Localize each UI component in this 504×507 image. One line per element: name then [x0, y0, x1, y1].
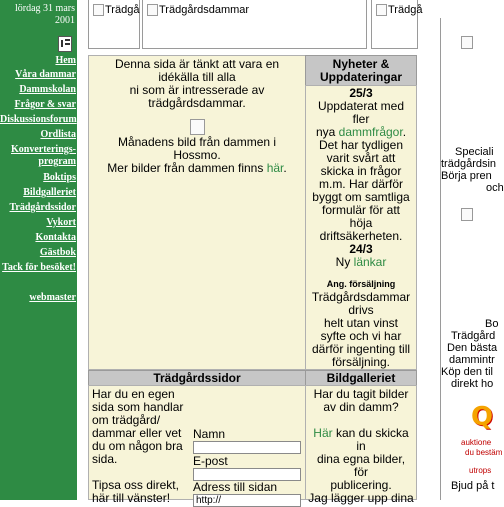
news-panel	[305, 85, 417, 370]
more-pictures-line	[89, 162, 305, 175]
nav-tack-for-besoket[interactable]: Tack för besöket!	[2, 262, 76, 273]
gallery-send-link[interactable]: Här	[313, 426, 333, 440]
nav-ordlista[interactable]: Ordlista	[40, 129, 76, 140]
intro-line: Denna sida är tänkt att vara en	[114, 57, 280, 71]
ad-image-icon	[461, 36, 473, 49]
book-line: Trädgård	[451, 330, 496, 342]
nav-vykort[interactable]: Vykort	[46, 217, 76, 228]
news-line	[306, 256, 416, 269]
intro-line: trädgårdsdammar.	[148, 96, 246, 110]
garden-line: Tipsa oss direkt,	[92, 478, 179, 492]
garden-line: Har du en egen	[92, 387, 175, 401]
lankar-link[interactable]: länkar	[353, 255, 387, 269]
news-line: byggt om samtliga	[312, 190, 410, 204]
image-placeholder-icon	[93, 4, 104, 16]
sale-line: drivs	[348, 303, 374, 317]
intro-line: ni som är intresserade av	[129, 83, 265, 97]
garden-line: dammar eller vet	[92, 426, 182, 440]
gallery-line: Jag lägger upp dina	[308, 491, 414, 505]
book-line: dammintr	[449, 354, 495, 366]
month-line: Månadens bild från dammen i	[117, 135, 277, 149]
gallery-panel	[305, 385, 417, 505]
news-prefix: Ny	[335, 255, 354, 269]
garden-line: du om någon bra	[92, 439, 183, 453]
intro-text	[89, 58, 305, 110]
url-input[interactable]	[193, 494, 301, 507]
news-text	[306, 87, 416, 369]
news-date: 25/3	[349, 86, 373, 100]
news-line: driftsäkerheten.	[319, 229, 403, 243]
news-line: varit svårt att	[326, 151, 396, 165]
image-placeholder-icon	[147, 4, 158, 16]
book-line: Köp den til	[441, 366, 493, 378]
news-line: fler	[352, 112, 370, 126]
ad-line: Speciali	[455, 146, 494, 158]
news-line: skicka in frågor	[320, 164, 402, 178]
gallery-header: Bildgalleriet	[305, 370, 417, 386]
ad-line: och	[486, 182, 504, 194]
gallery-text	[306, 388, 416, 505]
garden-line: sida.	[92, 452, 118, 466]
garden-header: Trädgårdssidor	[88, 370, 306, 386]
sale-line: helt utan vinst	[323, 316, 399, 330]
gallery-line: publicering.	[330, 478, 392, 492]
nav-tradgardssidor[interactable]: Trädgårdssidor	[9, 202, 76, 213]
gallery-suffix: kan du skicka	[332, 426, 409, 440]
nav-konverteringsprogram[interactable]: Konverterings-	[11, 144, 76, 155]
name-label: Namn	[193, 427, 226, 441]
month-image-icon	[190, 119, 205, 135]
top-frame-2	[142, 0, 367, 49]
book-line: Bo	[485, 318, 499, 330]
news-line: m.m. Har därför	[318, 177, 403, 191]
news-line: höja	[349, 216, 373, 230]
news-date: 24/3	[349, 242, 373, 256]
gallery-line: Har du tagit bilder	[313, 387, 409, 401]
top-frame-1	[88, 0, 140, 49]
month-caption	[89, 136, 305, 175]
name-input[interactable]	[193, 441, 301, 454]
sale-line: syfte och vi har	[320, 329, 402, 343]
right-column	[440, 18, 504, 500]
auction-line: du bestäm	[465, 448, 503, 457]
book-image-icon	[461, 208, 473, 221]
news-header-line1: Nyheter &	[332, 57, 390, 71]
gallery-line: in	[356, 439, 366, 453]
gallery-line: för	[353, 465, 368, 479]
garden-line: sida som handlar	[92, 400, 184, 414]
image-placeholder-icon	[376, 4, 387, 16]
date-label: lördag 31 mars 2001	[15, 3, 75, 26]
sale-title: Ang. försäljning	[326, 279, 396, 289]
news-line: Det har tydligen	[318, 138, 404, 152]
intro-line: idékälla till alla	[158, 70, 236, 84]
nav-boktips[interactable]: Boktips	[43, 172, 76, 183]
auction-logo[interactable]: Q	[471, 402, 494, 432]
nav-bildgalleriet[interactable]: Bildgalleriet	[23, 187, 76, 198]
news-header-line2: Uppdateringar	[319, 70, 402, 84]
nav-webmaster[interactable]: webmaster	[29, 292, 76, 303]
top-frame-3	[371, 0, 423, 49]
print-icon[interactable]	[58, 36, 72, 52]
garden-panel	[88, 385, 306, 505]
nav-hem[interactable]: Hem	[55, 55, 76, 66]
url-label: Adress till sidan	[193, 480, 278, 494]
email-label: E-post	[193, 454, 228, 468]
nav-kontakta[interactable]: Kontakta	[35, 232, 76, 243]
book-line: Den bästa	[447, 342, 498, 354]
nav-gastbok[interactable]: Gästbok	[39, 247, 76, 258]
auction-line: Bjud på t	[451, 480, 495, 492]
news-header	[305, 55, 417, 86]
news-prefix: nya	[315, 125, 339, 139]
news-line: formulär för att	[321, 203, 401, 217]
sale-line: därför ingenting till	[311, 342, 411, 356]
top-frame-1-label: Trädgå	[105, 4, 140, 16]
sale-line: Trädgårdsdammar	[311, 290, 411, 304]
top-frame-3-label: Trädgå	[388, 4, 423, 16]
garden-line: här till vänster!	[92, 491, 171, 505]
nav-konverteringsprogram-2[interactable]: program	[38, 156, 76, 167]
left-sidebar	[0, 0, 77, 500]
intro-panel	[88, 55, 306, 370]
dammfragor-link[interactable]: dammfrågor	[338, 125, 403, 139]
nav-vara-dammar[interactable]: Våra dammar	[15, 69, 76, 80]
garden-line: om trädgård/	[92, 413, 161, 427]
nav-dammskolan[interactable]: Dammskolan	[19, 84, 76, 95]
ad-line: Börja pren	[441, 170, 492, 182]
gallery-line: av din damm?	[323, 400, 399, 414]
more-pictures-link[interactable]: här	[266, 161, 284, 175]
nav-diskussionsforum[interactable]: Diskussionsforum	[0, 114, 77, 125]
auction-line: utrops	[469, 466, 492, 475]
news-line: Uppdaterat med	[317, 99, 405, 113]
news-suffix: .	[402, 125, 407, 139]
ad-line: trädgårdsin	[441, 158, 497, 170]
more-prefix: Mer bilder från dammen finns	[107, 161, 267, 175]
more-suffix: .	[283, 161, 287, 175]
sale-line: försäljning.	[331, 355, 391, 369]
gallery-line: dina egna bilder,	[316, 452, 406, 466]
auction-line: auktione	[461, 438, 492, 447]
top-frame-2-label: Trädgårdsdammar	[159, 4, 250, 16]
book-line: direkt ho	[451, 378, 494, 390]
nav-fragor-svar[interactable]: Frågor & svar	[14, 99, 76, 110]
month-line: Hossmo.	[173, 148, 221, 162]
garden-text	[92, 388, 192, 505]
